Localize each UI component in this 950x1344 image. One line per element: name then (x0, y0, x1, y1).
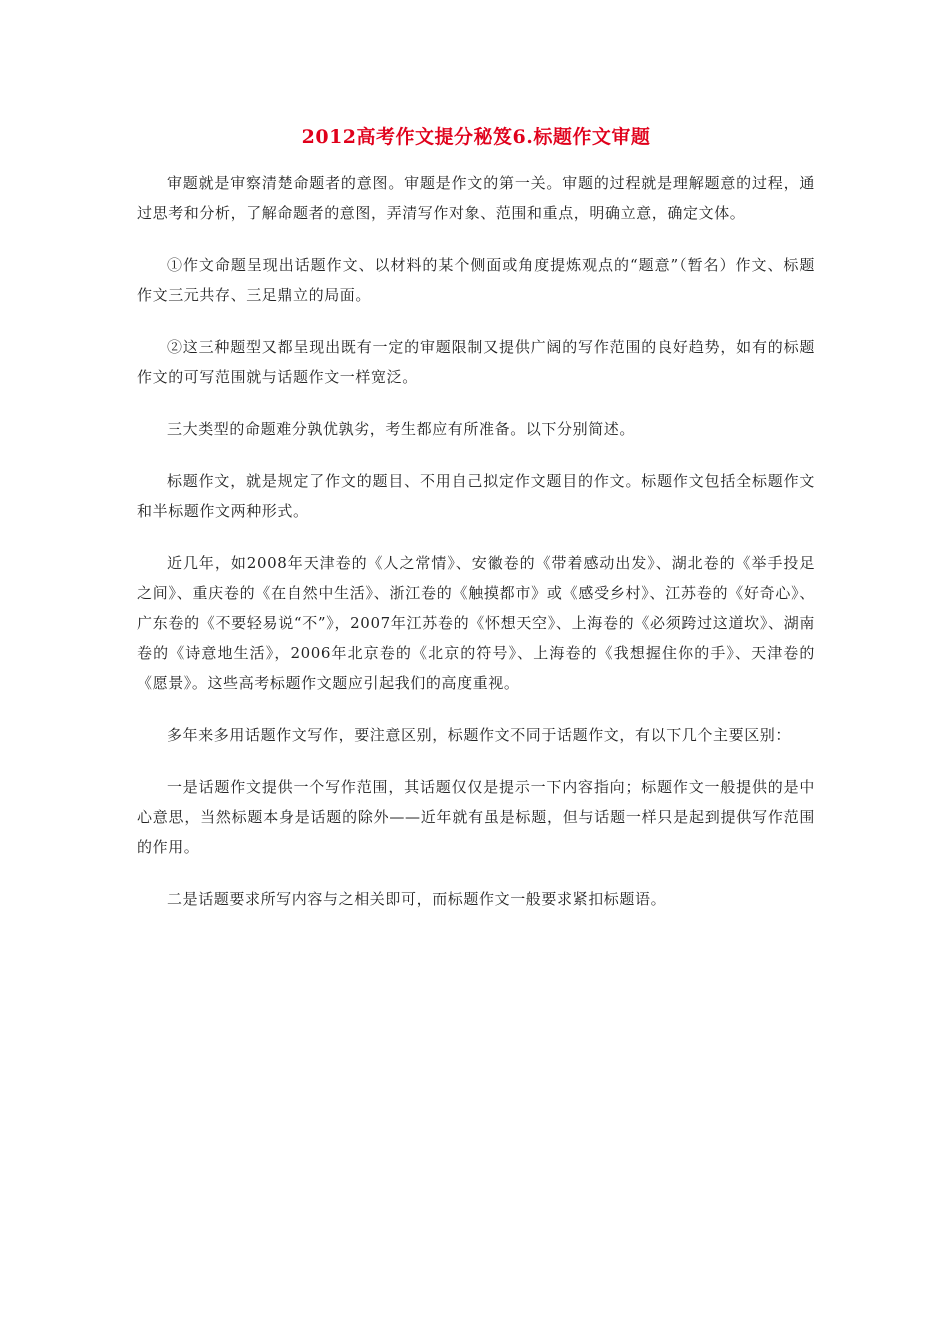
paragraph-intro: 审题就是审察清楚命题者的意图。审题是作文的第一关。审题的过程就是理解题意的过程，通过思考和分析，了解命题者的意图，弄清写作对象、范围和重点，明确立意，确定文体。 (137, 174, 815, 222)
paragraph-point-1: ①作文命题呈现出话题作文、以材料的某个侧面或角度提炼观点的“题意”（暂名）作文、标题作文三元共存、三足鼎立的局面。 (137, 256, 815, 304)
paragraph-point-2: ②这三种题型又都呈现出既有一定的审题限制又提供广阔的写作范围的良好趋势，如有的标题作文的可写范围就与话题作文一样宽泛。 (137, 338, 815, 386)
paragraph-summary: 三大类型的命题难分孰优孰劣，考生都应有所准备。以下分别简述。 (167, 420, 636, 438)
document-title: 2012高考作文提分秘笈6.标题作文审题 (301, 126, 651, 148)
document-page (137, 122, 815, 936)
paragraph-definition: 标题作文，就是规定了作文的题目、不用自己拟定作文题目的作文。标题作文包括全标题作文和半标题作文两种形式。 (137, 472, 815, 520)
paragraph-differences: 多年来多用话题作文写作，要注意区别，标题作文不同于话题作文，有以下几个主要区别： (167, 726, 792, 744)
paragraph-difference-1: 一是话题作文提供一个写作范围，其话题仅仅是提示一下内容指向；标题作文一般提供的是中心意思，当然标题本身是话题的除外——近年就有虽是标题，但与话题一样只是起到提供写作范围的作用。 (137, 778, 815, 856)
paragraph-difference-2: 二是话题要求所写内容与之相关即可，而标题作文一般要求紧扣标题语。 (167, 890, 667, 908)
paragraph-examples: 近几年，如2008年天津卷的《人之常情》、安徽卷的《带着感动出发》、湖北卷的《举手投足之间》、重庆卷的《在自然中生活》、浙江卷的《触摸都市》或《感受乡村》、江苏卷的《好奇心》、广东卷的《不要轻易说“不”》，2007年江苏卷的《怀想天空》、上海卷的《必须跨过这道坎》、湖南卷的《诗意地生活》，2006年北京卷的《北京的符号》、上海卷的《我想握住你的手》、天津卷的《愿景》。这些高考标题作文题应引起我们的高度重视。 (137, 554, 815, 692)
